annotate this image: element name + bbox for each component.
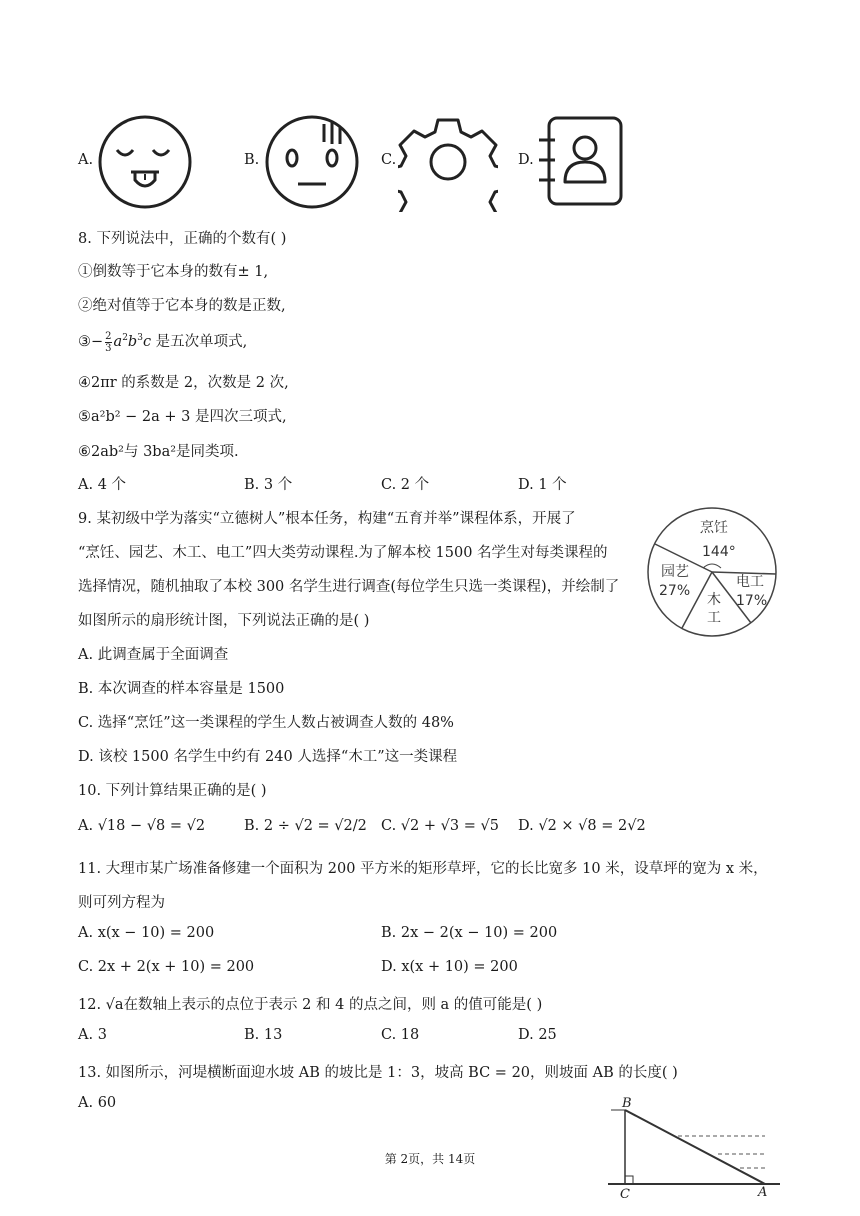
label-b: B <box>622 1096 632 1111</box>
q12-option-c: C. 18 <box>381 1027 420 1043</box>
pie-label-cooking: 烹饪 <box>700 520 728 536</box>
slope-diagram <box>600 1096 790 1202</box>
right-angle-mark <box>625 1176 633 1184</box>
q8-statement-6: ⑥2ab²与 3ba²是同类项. <box>78 444 239 460</box>
contact-book-icon <box>535 112 627 212</box>
q12-option-d: D. 25 <box>518 1027 557 1043</box>
q12-stem: 12. √a在数轴上表示的点位于表示 2 和 4 的点之间，则 a 的值可能是( ) <box>78 997 543 1013</box>
q11-option-b: B. 2x − 2(x − 10) = 200 <box>381 925 558 941</box>
q11-line-1: 11. 大理市某广场准备修建一个面积为 200 平方米的矩形草坪，它的长比宽多 10 米，设草坪的宽为 x 米， <box>78 861 768 877</box>
q7-option-d-label: D. <box>518 152 534 168</box>
q11-option-a: A. x(x − 10) = 200 <box>78 925 215 941</box>
q9-line-3: 选择情况，随机抽取了本校 300 名学生进行调查(每位学生只选一类课程)，并绘制了 <box>78 579 620 595</box>
q7-option-c-label: C. <box>381 152 397 168</box>
q8-option-b: B. 3 个 <box>244 477 293 493</box>
q9-option-d: D. 该校 1500 名学生中约有 240 人选择“木工”这一类课程 <box>78 749 458 765</box>
q10-option-a: A. √18 − √8 = √2 <box>78 818 206 834</box>
pie-label-garden-pct: 27% <box>659 583 691 599</box>
q12-option-b: B. 13 <box>244 1027 283 1043</box>
q8-option-a: A. 4 个 <box>78 477 127 493</box>
q10-option-c: C. √2 + √3 = √5 <box>381 818 499 834</box>
label-c: C <box>620 1187 630 1202</box>
q8-option-c: C. 2 个 <box>381 477 430 493</box>
pie-label-garden: 园艺 <box>661 564 689 580</box>
q9-option-c: C. 选择“烹饪”这一类课程的学生人数占被调查人数的 48% <box>78 715 454 731</box>
q9-option-a: A. 此调查属于全面调查 <box>78 647 229 663</box>
q9-line-2: “烹饪、园艺、木工、电工”四大类劳动课程.为了解本校 1500 名学生对每类课程的 <box>78 545 608 561</box>
q8-statement-3: ③− $\frac{2}{3}$ $a^2b^3c$ 是五次单项式, <box>78 330 248 354</box>
q8-statement-2: ②绝对值等于它本身的数是正数, <box>78 298 286 314</box>
q8-statement-1: ①倒数等于它本身的数有± 1, <box>78 264 269 280</box>
q10-stem: 10. 下列计算结果正确的是( ) <box>78 783 267 799</box>
tongue-face-icon <box>95 112 195 212</box>
q11-option-c: C. 2x + 2(x + 10) = 200 <box>78 959 255 975</box>
q11-option-d: D. x(x + 10) = 200 <box>381 959 518 975</box>
pie-label-elec-pct: 17% <box>736 593 768 609</box>
q9-line-1: 9. 某初级中学为落实“立德树人”根本任务，构建“五育并举”课程体系，开展了 <box>78 511 576 527</box>
q13-option-a: A. 60 <box>78 1095 117 1111</box>
q7-option-a-label: A. <box>78 152 94 168</box>
pie-label-cooking-angle: 144° <box>702 544 736 560</box>
pie-label-wood-1: 木 <box>707 592 721 608</box>
q9-line-4: 如图所示的扇形统计图，下列说法正确的是( ) <box>78 613 370 629</box>
pie-chart <box>644 504 784 644</box>
q12-option-a: A. 3 <box>78 1027 107 1043</box>
q8-statement-5: ⑤a²b² − 2a + 3 是四次三项式, <box>78 409 287 425</box>
gear-icon <box>398 112 498 212</box>
page-footer: 第 2页，共 14页 <box>384 1152 476 1166</box>
q10-option-b: B. 2 ÷ √2 = √2/2 <box>244 818 367 834</box>
q8-option-d: D. 1 个 <box>518 477 567 493</box>
q13-stem: 13. 如图所示，河堤横断面迎水坡 AB 的坡比是 1：3，坡高 BC = 20，则坡面 AB 的长度( ) <box>78 1065 678 1081</box>
stressed-face-icon <box>262 112 362 212</box>
pie-label-wood-2: 工 <box>707 610 721 626</box>
q10-option-d: D. √2 × √8 = 2√2 <box>518 818 646 834</box>
q11-line-2: 则可列方程为 <box>78 895 165 911</box>
pie-label-elec: 电工 <box>736 574 764 590</box>
q9-option-b: B. 本次调查的样本容量是 1500 <box>78 681 285 697</box>
q8-stem: 8. 下列说法中，正确的个数有( ) <box>78 231 287 247</box>
label-a: A <box>758 1185 768 1200</box>
q8-statement-4: ④2πr 的系数是 2，次数是 2 次, <box>78 375 289 391</box>
q7-option-b-label: B. <box>244 152 260 168</box>
slope-ab <box>625 1110 765 1184</box>
